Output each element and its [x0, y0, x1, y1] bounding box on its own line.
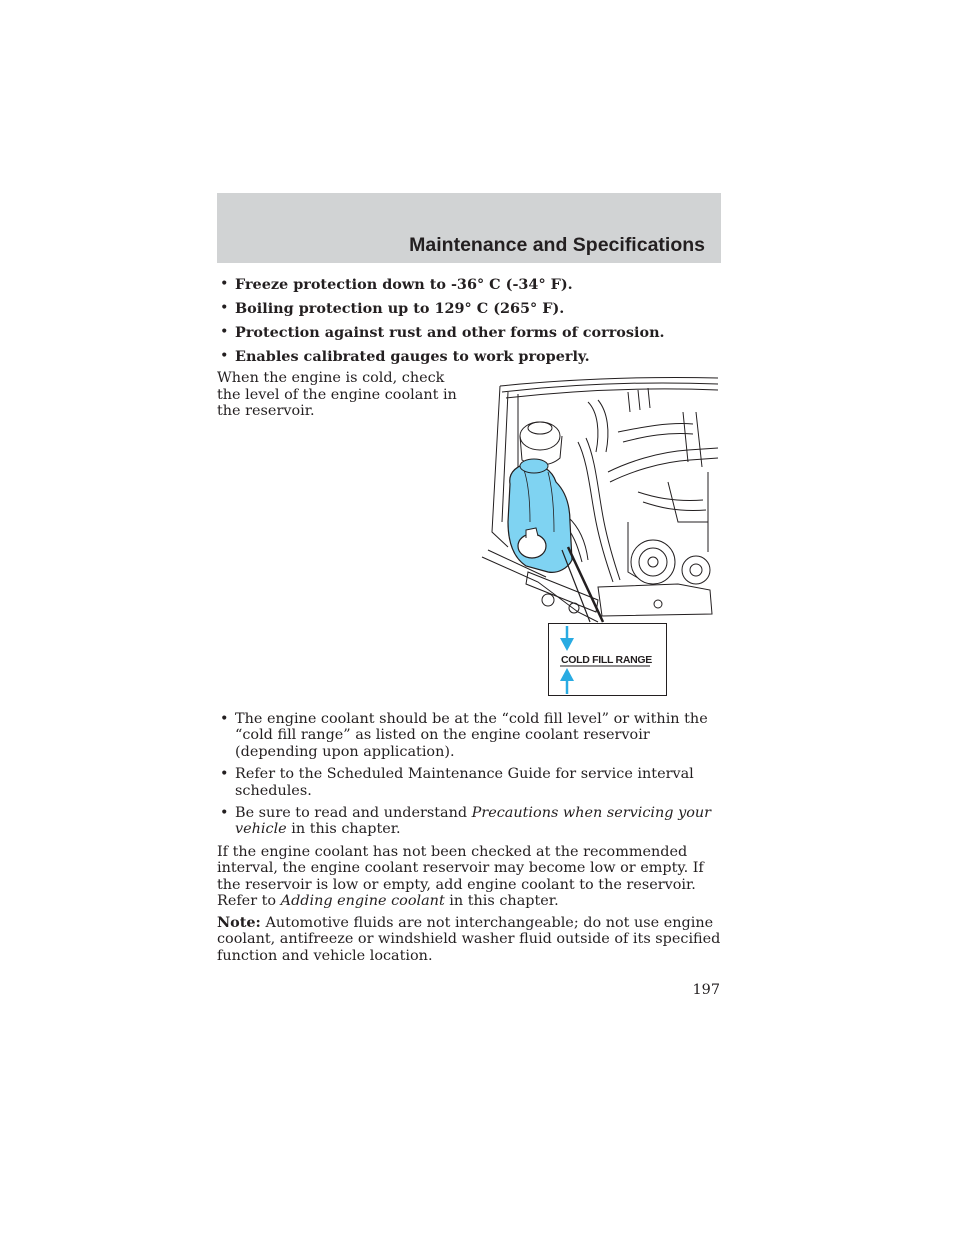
list-item-text: in this chapter.	[286, 821, 401, 838]
low-coolant-paragraph	[217, 844, 723, 910]
cold-fill-range-label: COLD FILL RANGE	[561, 654, 652, 666]
list-item: • Freeze protection down to -36° C (-34° F).	[217, 276, 721, 293]
list-item: • Refer to the Scheduled Maintenance Guide for service interval schedules.	[217, 766, 723, 799]
list-item: • The engine coolant should be at the “cold fill level” or within the “cold fill range” as listed on the engine coolant reservoir (depending upon application).	[217, 711, 723, 760]
note-label: Note:	[217, 914, 261, 931]
list-item	[217, 805, 723, 838]
paragraph-text: in this chapter.	[444, 893, 559, 910]
intro-paragraph: When the engine is cold, check the level of the engine coolant in the reservoir.	[217, 370, 457, 420]
list-item: • Enables calibrated gauges to work properly.	[217, 348, 721, 365]
list-item-text: Be sure to read and understand	[235, 805, 472, 822]
note-paragraph	[217, 915, 723, 964]
note-text: Automotive fluids are not interchangeable; do not use engine coolant, antifreeze or windshield washer fluid outside of its specified function and vehicle location.	[217, 915, 721, 964]
page-number: 197	[692, 982, 720, 998]
engine-coolant-reservoir-illustration	[478, 372, 720, 700]
engine-bay-drawing	[478, 372, 720, 700]
section-title: Maintenance and Specifications	[409, 234, 705, 256]
list-item: • Protection against rust and other forms of corrosion.	[217, 324, 721, 341]
precautions-reference: Precautions when servicing your vehicle	[235, 805, 712, 838]
coolant-level-notes	[217, 711, 723, 844]
adding-coolant-reference: Adding engine coolant	[280, 893, 445, 910]
list-item: • Boiling protection up to 129° C (265° F).	[217, 300, 721, 317]
paragraph-text: If the engine coolant has not been checked at the recommended interval, the engine coolant reservoir may become low or empty. If the reservoir is low or empty, add engine coolant to the reservoir. Refer to	[217, 844, 704, 910]
coolant-benefits-list	[217, 276, 721, 372]
section-header-band	[217, 193, 721, 263]
